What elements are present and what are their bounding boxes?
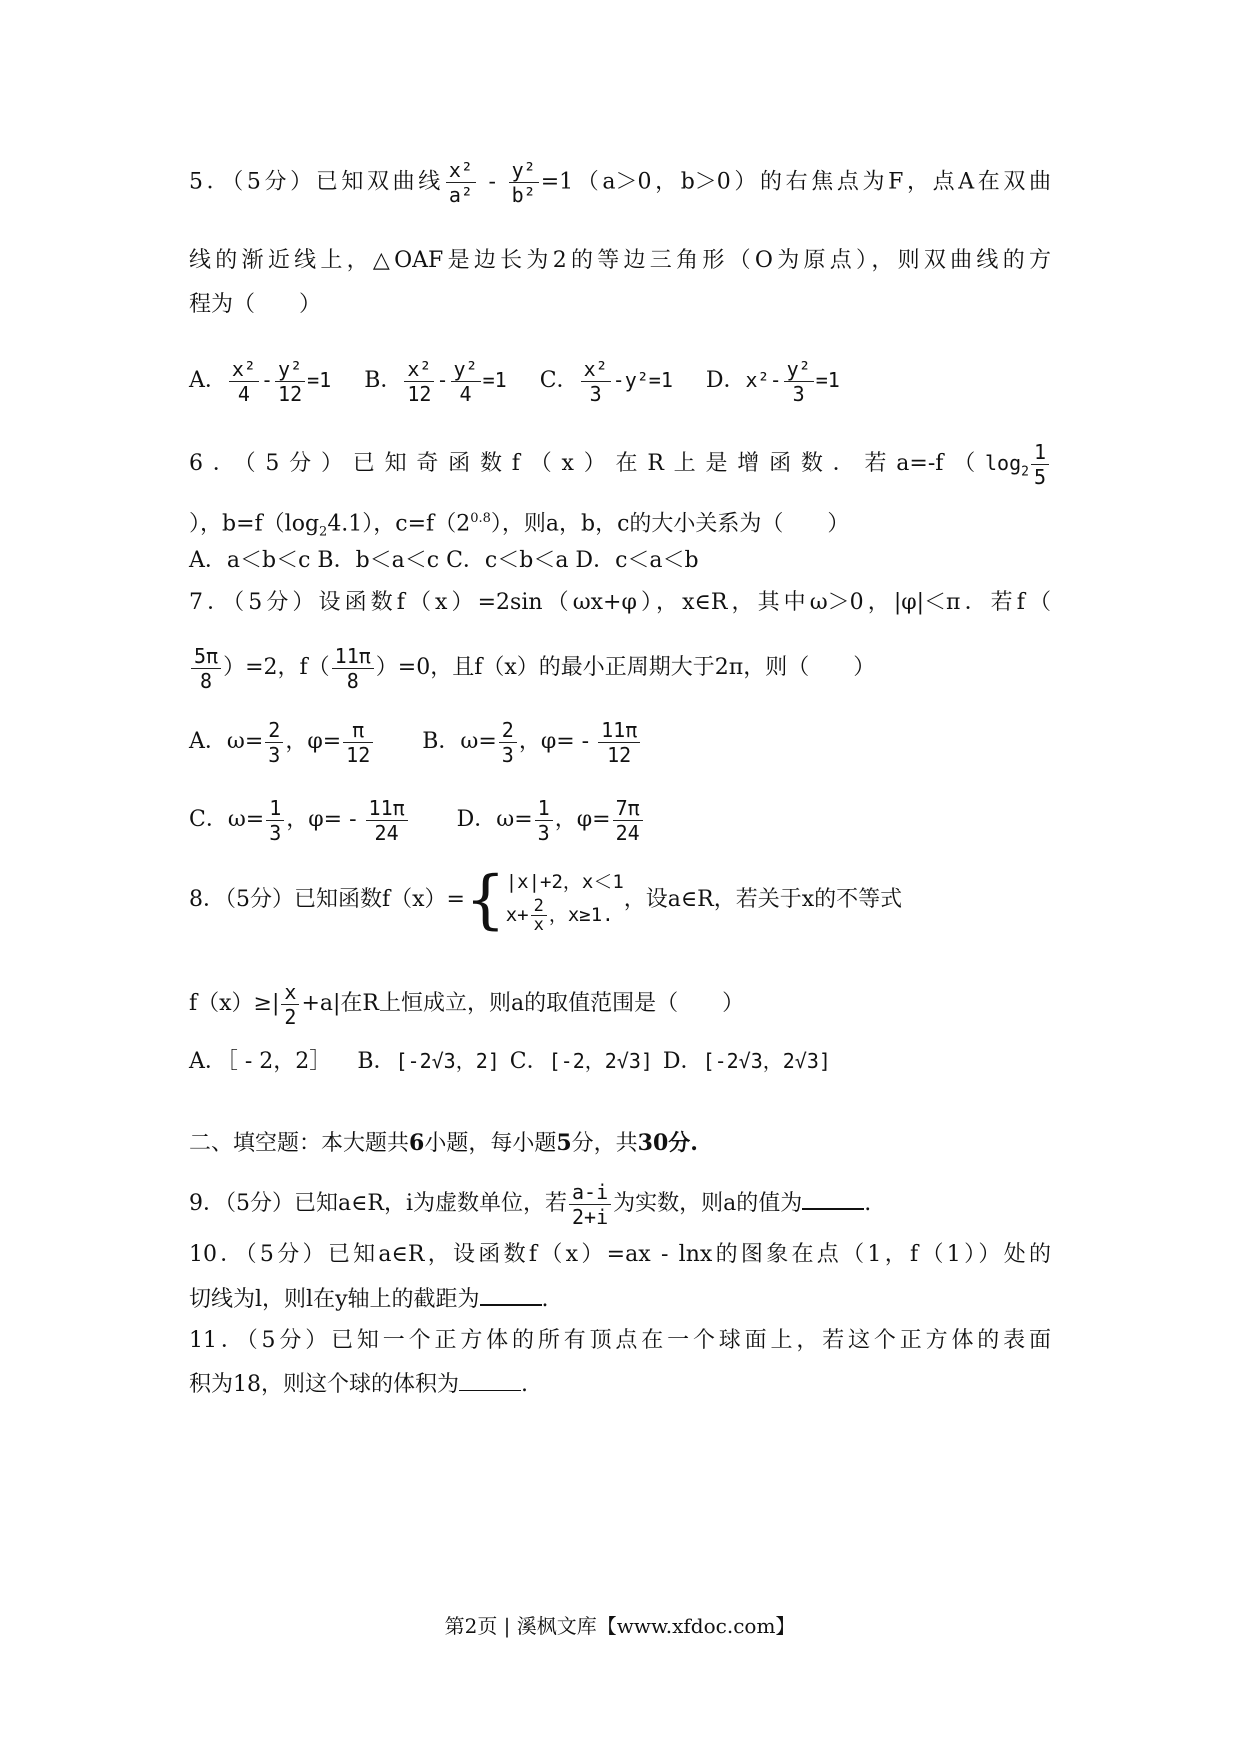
q5-line2: 线的渐近线上，△OAF是边长为2的等边三角形（O为原点），则双曲线的方 [189, 248, 1051, 273]
q8-option-d: [-2√3，2√3] [702, 1049, 831, 1073]
page-footer: 第2页 | 溪枫文库【www.xfdoc.com】 [444, 1614, 796, 1638]
q11-line2: 积为18，则这个球的体积为 . [189, 1372, 528, 1397]
q5-line3: 程为（ ） [189, 292, 322, 317]
q6-line1: 6．（5分）已知奇函数f（x）在R上是增函数．若$a=-f(\log_2$ $\frac{1}{5}$ [189, 436, 1051, 499]
q5-options [189, 352, 1051, 409]
q7-option-d: D．ω= $\frac{1}{3}$ ，φ= $\frac{7\pi}{24}$ [457, 792, 645, 848]
q6-options: A．a＜b＜c B．b＜a＜c C．c＜b＜a D．c＜a＜b [189, 548, 699, 573]
answer-blank [459, 1370, 521, 1391]
q5-option-b: B． $\frac{\text{x²}}{12}$ - $\frac{\text{y²}}{4}$ =1 [364, 356, 507, 406]
q6-line2: ），$b=f(\log_24.1)$，$c=f(2^{0.8})$，则a，b，c的大小关系为（ ） [189, 511, 850, 540]
q7-line2: $\frac{5\pi}{8}$ ）=2，f（ $\frac{11\pi}{8}$ ）=0，且f（x）的最小正周期大于2π，则（ ） [189, 640, 1051, 696]
q7-option-b: B．ω= $\frac{2}{3}$ ，φ= - $\frac{11\pi}{12}$ [422, 714, 642, 770]
q5-option-c: C． $\frac{\text{x²}}{3}$ -y²=1 [539, 356, 673, 406]
q8-option-a: A．［ - 2，2］ [189, 1049, 332, 1074]
answer-blank [802, 1188, 864, 1210]
q7-option-c: C．ω= $\frac{1}{3}$ ，φ= - $\frac{11\pi}{24}$ [189, 792, 410, 848]
piecewise: |x|+2，x＜1 x+ $\frac{2}{x}$ ，x≥1. [505, 870, 624, 935]
q8-line1: 8．（5分）已知函数f（x）={ |x|+2，x＜1 x+ $\frac{2}{x}$ ，x≥1. ，设a∈R，若关于x的不等式 [189, 863, 903, 937]
q11-line1: 11．（5分）已知一个正方体的所有顶点在一个球面上，若这个正方体的表面 [189, 1328, 1051, 1353]
q8-options: A．［ - 2，2］ B．[-2√3，2] C．[-2，2√3] D．[-2√3，2√3] [189, 1046, 1051, 1077]
q8-option-b: [-2√3，2] [395, 1049, 500, 1073]
q8-line2: f（x）≥| $\frac{x}{2}$ +a|在R上恒成立，则a的取值范围是（ ） [189, 979, 745, 1029]
answer-blank [480, 1284, 542, 1306]
q7-options-ab [189, 714, 1051, 770]
q5-line1: 5．（5分）已知双曲线 $\frac{\text{x²}}{\text{a²}}$ - $\frac{\text{y²}}{\text{b²}}$ =1（a＞0，b＞0）的右焦点为F，点A在双曲 [189, 158, 1052, 207]
q8-option-c: [-2，2√3] [548, 1049, 653, 1073]
q10-line1: 10．（5分）已知a∈R，设函数f（x）=ax - lnx的图象在点（1，f（1））处的 [189, 1242, 1051, 1267]
fraction: $\frac{\text{x²}}{\text{a²}}$ [446, 158, 476, 207]
q7-option-a: A．ω= $\frac{2}{3}$ ，φ= $\frac{\pi}{12}$ [189, 714, 375, 770]
section-heading: 二、填空题：本大题共6小题，每小题5分，共30分. [189, 1130, 698, 1156]
q5-option-a: A． $\frac{\text{x²}}{4}$ - $\frac{\text{y²}}{12}$ =1 [189, 356, 332, 406]
q7-options-cd [189, 792, 1051, 848]
left-brace-icon: { [464, 863, 506, 937]
q5-option-d: D．x²- $\frac{\text{y²}}{3}$ =1 [705, 356, 840, 406]
q7-line1: 7．（5分）设函数f（x）=2sin（ωx+φ），x∈R，其中ω＞0，|φ|＜π．若f（ [189, 590, 1051, 615]
q9-line: 9．（5分）已知a∈R，i为虚数单位，若 $\frac{a-i}{2+i}$ 为实数，则a的值为 . [189, 1179, 872, 1229]
q10-line2: 切线为l，则l在y轴上的截距为 . [189, 1284, 1051, 1315]
fraction: $\frac{\text{y²}}{\text{b²}}$ [509, 158, 539, 207]
